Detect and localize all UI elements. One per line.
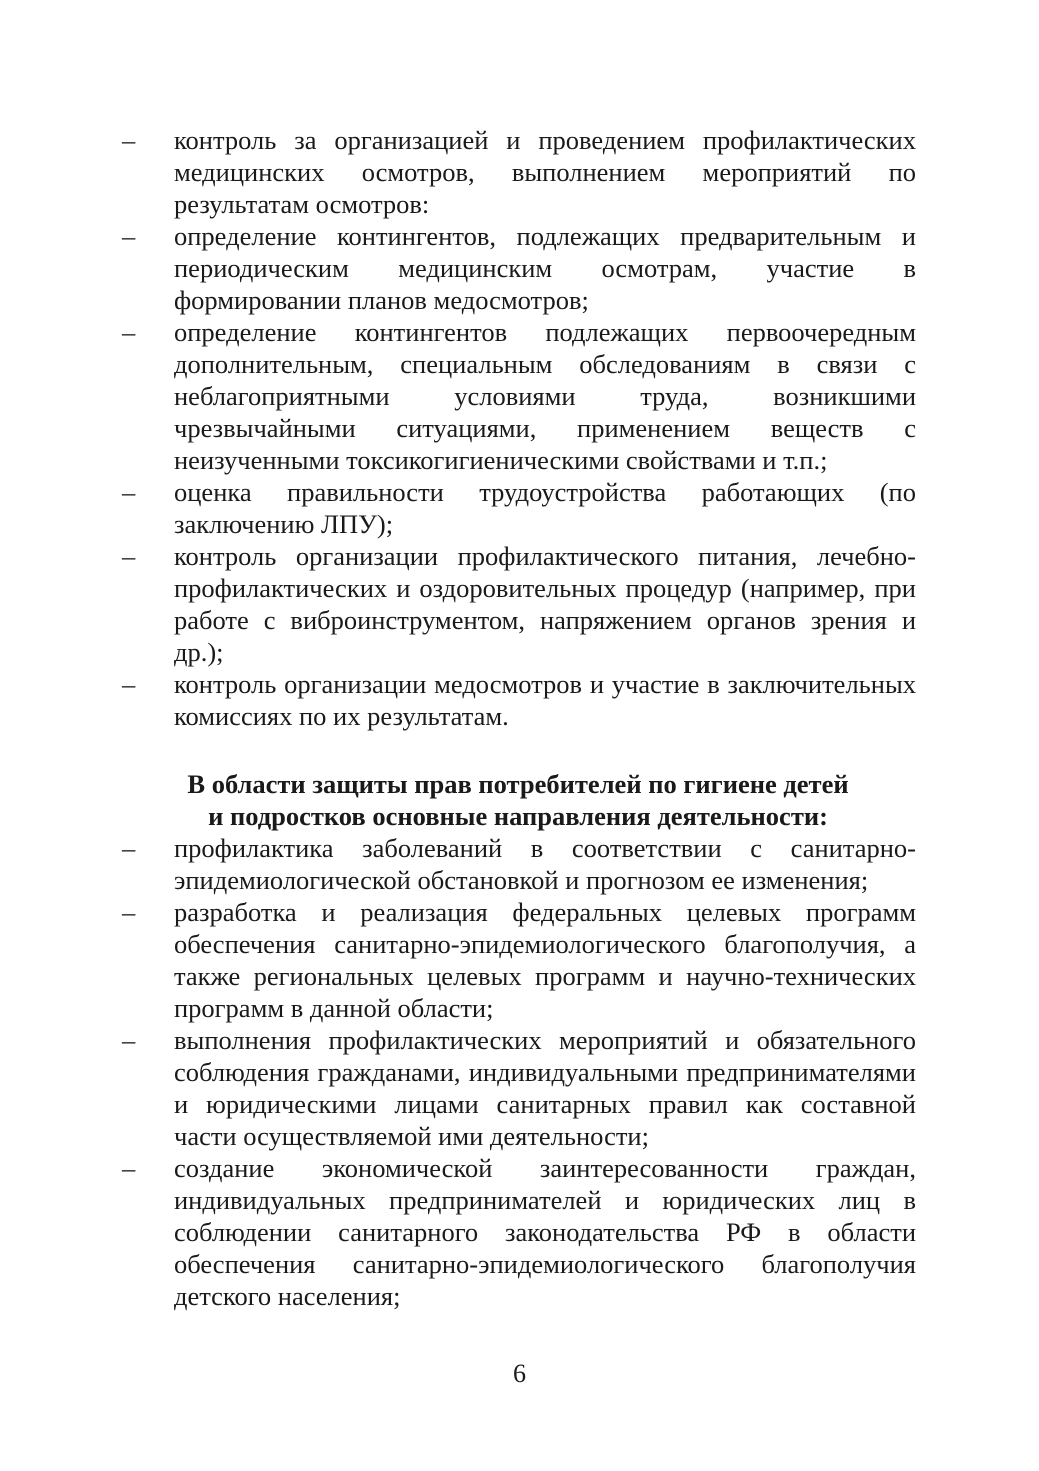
- page-number: 6: [513, 1359, 526, 1388]
- list-dash: –: [122, 1153, 136, 1183]
- list-dash: –: [122, 897, 136, 927]
- section-heading-line: и подростков основные направления деятельности:: [208, 801, 828, 831]
- list-item-text: контроль организации медосмотров и участие в заключительных комиссиях по их результатам.: [174, 669, 916, 731]
- list-dash: –: [122, 221, 136, 251]
- list-item-text: контроль организации профилактического питания, лечебно-профилактических и оздоровительных процедур (например, при работе с виброинструментом, напряжением органов зрения и др.);: [174, 541, 916, 667]
- list-item-text: создание экономической заинтересованности граждан, индивидуальных предпринимателей и юридических лиц в соблюдении санитарного законодательства РФ в области обеспечения санитарно-эпидемиологического благополучия детского населения;: [174, 1153, 916, 1311]
- list-item: [120, 124, 916, 220]
- list-item-text: определение контингентов, подлежащих предварительным и периодическим медицинским осмотрам, участие в формировании планов медосмотров;: [174, 221, 916, 315]
- list-item: [120, 220, 916, 316]
- bottom-bullet-list: [120, 832, 916, 1312]
- top-bullet-list: [120, 124, 916, 732]
- list-item: [120, 540, 916, 668]
- section-heading-line: В области защиты прав потребителей по гигиене детей: [187, 769, 849, 799]
- list-dash: –: [122, 833, 136, 863]
- list-dash: –: [122, 669, 136, 699]
- list-item: [120, 476, 916, 540]
- list-item-text: разработка и реализация федеральных целевых программ обеспечения санитарно-эпидемиологического благополучия, а также региональных целевых программ и научно-технических программ в данной области;: [174, 897, 916, 1023]
- list-dash: –: [122, 317, 136, 347]
- list-item: [120, 1024, 916, 1152]
- list-dash: –: [122, 1025, 136, 1055]
- list-item-text: контроль за организацией и проведением профилактических медицинских осмотров, выполнением мероприятий по результатам осмотров:: [174, 125, 916, 219]
- list-item-text: профилактика заболеваний в соответствии с санитарно-эпидемиологической обстановкой и прогнозом ее изменения;: [174, 833, 916, 895]
- list-item: [120, 832, 916, 896]
- section-heading: [120, 768, 916, 832]
- list-dash: –: [122, 125, 136, 155]
- list-item: [120, 316, 916, 476]
- list-dash: –: [122, 477, 136, 507]
- list-item: [120, 668, 916, 732]
- list-item-text: выполнения профилактических мероприятий и обязательного соблюдения гражданами, индивидуальными предпринимателями и юридическими лицами санитарных правил как составной части осуществляемой ими деятельности;: [174, 1025, 916, 1151]
- list-item-text: оценка правильности трудоустройства работающих (по заключению ЛПУ);: [174, 477, 916, 539]
- list-item-text: определение контингентов подлежащих первоочередным дополнительным, специальным обследованиям в связи с неблагоприятными условиями труда, возникшими чрезвычайными ситуациями, применением веществ с неизученными токсикогигиеническими свойствами и т.п.;: [174, 317, 916, 475]
- list-item: [120, 896, 916, 1024]
- list-item: [120, 1152, 916, 1312]
- list-dash: –: [122, 541, 136, 571]
